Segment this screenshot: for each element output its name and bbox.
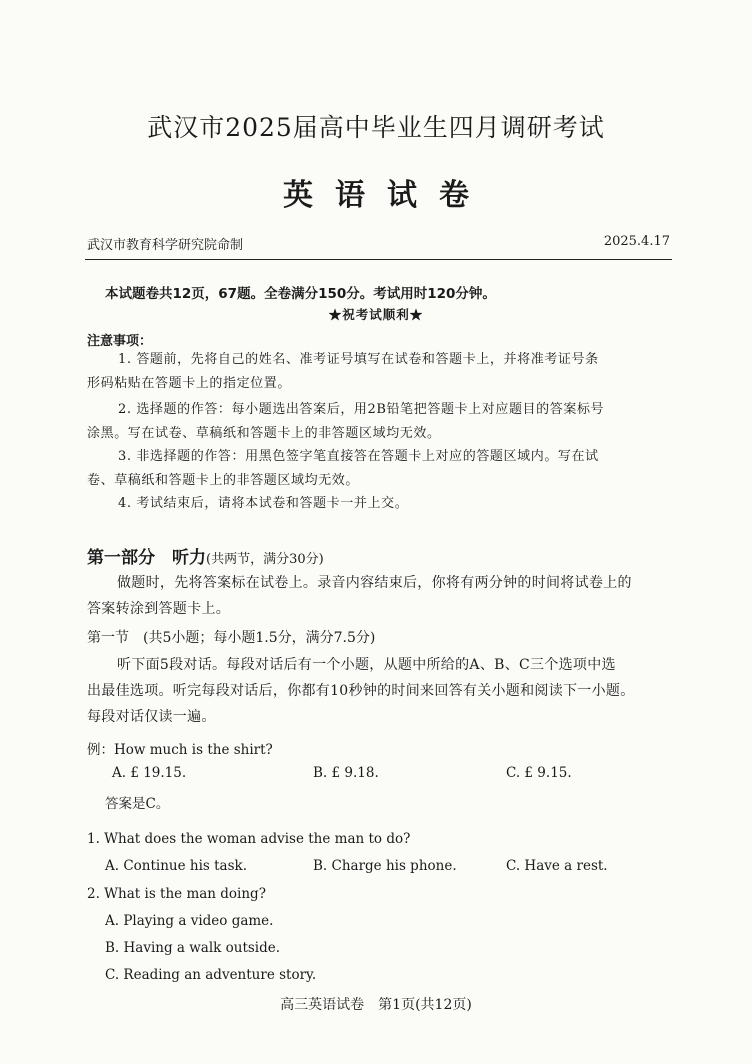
issuer: 武汉市教育科学研究院命制: [87, 238, 244, 253]
section1-instructions: 听下面5段对话。每段对话后有一个小题，从题中所给的A、B、C三个选项中选 出最佳选项。听完每段对话后，你都有10秒钟的时间来回答有关小题和阅读下一小题。 每段对话仅读一遍。: [87, 657, 635, 725]
header-divider: [85, 259, 672, 260]
q2-option-a: A. Playing a video game.: [105, 913, 274, 929]
page-footer: 高三英语试卷 第1页(共12页): [280, 997, 472, 1013]
exam-date: 2025.4.17: [603, 234, 670, 249]
notes-title: 注意事项：: [87, 334, 153, 349]
part1-heading: 第一部分 听力(共两节，满分30分): [87, 548, 324, 568]
q2-option-c: C. Reading an adventure story.: [105, 967, 317, 983]
q1-option-c: C. Have a rest.: [506, 858, 608, 874]
example-answer: 答案是C。: [105, 796, 170, 812]
example-option-c: C. £ 9.15.: [506, 765, 572, 781]
note-item-2: 2. 选择题的作答：每小题选出答案后，用2B铅笔把答题卡上对应题目的答案标号 涂黑。写在试卷、草稿纸和答题卡上的非答题区域均无效。: [87, 402, 605, 441]
exam-subtitle: 英语试卷: [283, 178, 491, 213]
example-option-b: B. £ 9.18.: [313, 765, 379, 781]
question-2: 2. What is the man doing?: [87, 886, 266, 902]
good-luck-line: ★祝考试顺利★: [328, 307, 424, 322]
q1-option-b: B. Charge his phone.: [313, 858, 457, 874]
example-option-a: A. £ 19.15.: [112, 765, 187, 781]
note-item-1: 1. 答题前，先将自己的姓名、准考证号填写在试卷和答题卡上，并将准考证号条 形码粘贴在答题卡上的指定位置。: [87, 352, 599, 391]
q1-option-a: A. Continue his task.: [105, 858, 248, 874]
q2-option-b: B. Having a walk outside.: [105, 940, 281, 956]
note-item-4: 4. 考试结束后，请将本试卷和答题卡一并上交。: [118, 496, 409, 511]
example-question: 例：How much is the shirt?: [87, 742, 273, 758]
meta-row: [87, 234, 670, 253]
exam-title: 武汉市2025届高中毕业生四月调研考试: [147, 113, 605, 142]
note-item-3: 3. 非选择题的作答：用黑色签字笔直接答在答题卡上对应的答题区域内。写在试 卷、草稿纸和答题卡上的非答题区域均无效。: [87, 449, 599, 488]
question-1: 1. What does the woman advise the man to do?: [87, 831, 411, 847]
part1-intro: 做题时，先将答案标在试卷上。录音内容结束后，你将有两分钟的时间将试卷上的 答案转涂到答题卡上。: [87, 575, 632, 617]
section1-heading: 第一节 (共5小题；每小题1.5分，满分7.5分): [87, 630, 376, 646]
exam-info: 本试题卷共12页，67题。全卷满分150分。考试用时120分钟。: [105, 286, 496, 302]
